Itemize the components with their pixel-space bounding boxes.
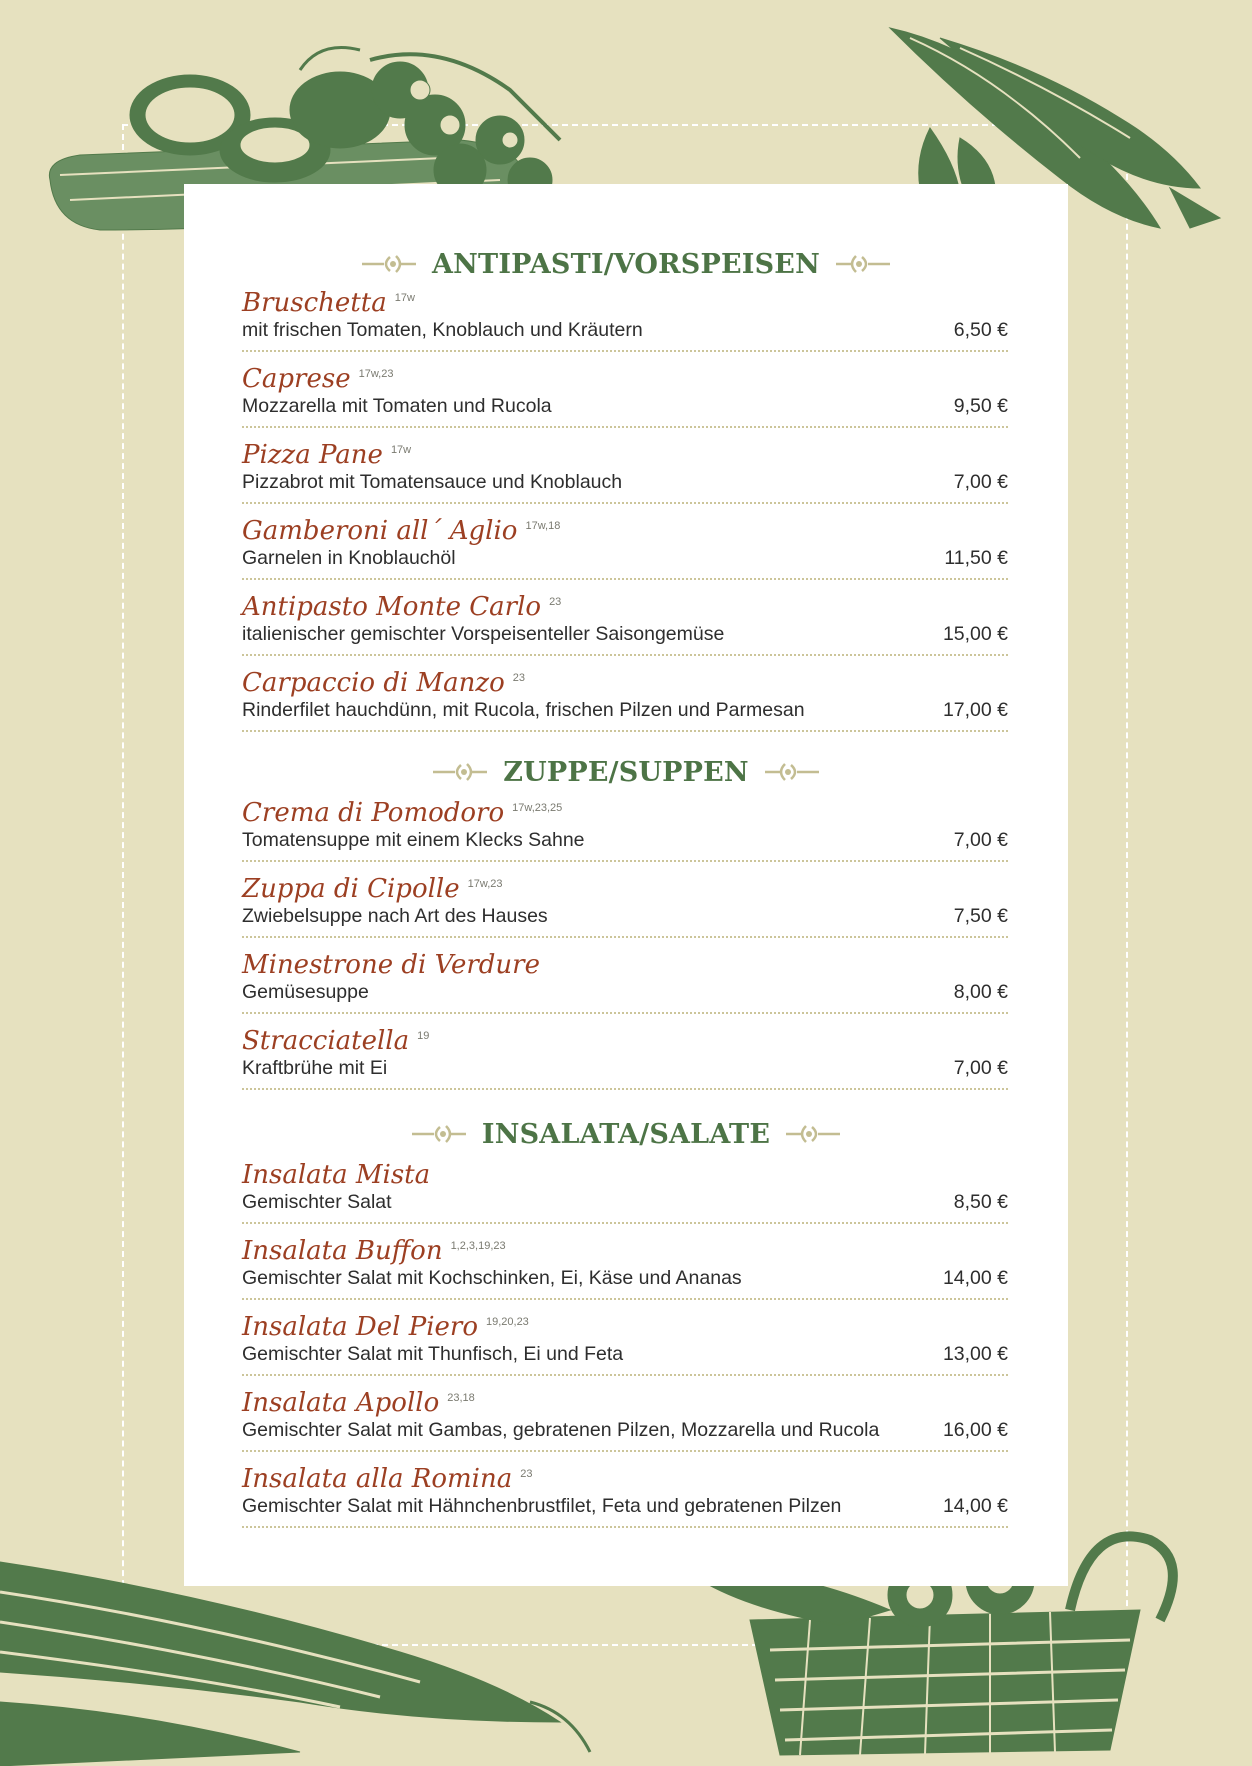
dish-name: Insalata Mista: [242, 1160, 431, 1190]
flourish-right-icon: [834, 253, 892, 275]
dish-price: 15,00 €: [942, 623, 1008, 645]
dish-name: Minestrone di Verdure: [242, 950, 540, 980]
allergen-codes: 19,20,23: [485, 1316, 529, 1328]
dish-name: Insalata alla Romina: [242, 1464, 513, 1494]
menu-item: [242, 862, 1008, 938]
allergen-codes: 23: [549, 596, 562, 608]
dish-name: Insalata Apollo: [242, 1388, 440, 1418]
dish-price: 13,00 €: [942, 1343, 1008, 1365]
section-label: ANTIPASTI/VORSPEISEN: [432, 248, 820, 280]
menu-item: [242, 656, 1008, 732]
dish-description: italienischer gemischter Vorspeisenteller Saisongemüse: [242, 623, 725, 645]
menu-panel: [184, 184, 1068, 1586]
dish-price: 7,00 €: [953, 829, 1008, 851]
dish-name: Gamberoni all´ Aglio: [242, 516, 518, 546]
allergen-codes: 19: [417, 1030, 430, 1042]
allergen-codes: 17w,23: [467, 878, 503, 890]
dish-name: Zuppa di Cipolle: [242, 874, 460, 904]
dish-name: Pizza Pane: [242, 440, 383, 470]
menu-item: [242, 786, 1008, 862]
menu-item: [242, 938, 1008, 1014]
menu-item: [242, 1224, 1008, 1300]
dish-price: 17,00 €: [942, 699, 1008, 721]
dish-description: Zwiebelsuppe nach Art des Hauses: [242, 905, 548, 927]
dish-description: Gemischter Salat mit Kochschinken, Ei, Käse und Ananas: [242, 1267, 742, 1289]
allergen-codes: 1,2,3,19,23: [450, 1240, 506, 1252]
allergen-codes: 17w: [390, 444, 412, 456]
allergen-codes: 17w,23: [358, 368, 394, 380]
dish-name: Antipasto Monte Carlo: [242, 592, 542, 622]
dish-description: Gemischter Salat mit Hähnchenbrustfilet, Feta und gebratenen Pilzen: [242, 1495, 842, 1517]
allergen-codes: 23: [520, 1468, 533, 1480]
dish-price: 16,00 €: [942, 1419, 1008, 1441]
dish-price: 9,50 €: [953, 395, 1008, 417]
dish-price: 14,00 €: [942, 1267, 1008, 1289]
flourish-right-icon: [763, 761, 821, 783]
dish-name: Insalata Del Piero: [242, 1312, 478, 1342]
dish-price: 7,50 €: [953, 905, 1008, 927]
dish-description: Tomatensuppe mit einem Klecks Sahne: [242, 829, 585, 851]
menu-item: [242, 1148, 1008, 1224]
dish-price: 14,00 €: [942, 1495, 1008, 1517]
menu-item: [242, 276, 1008, 352]
dish-description: Kraftbrühe mit Ei: [242, 1057, 388, 1079]
dish-name: Caprese: [242, 364, 351, 394]
dish-name: Carpaccio di Manzo: [242, 668, 505, 698]
dish-description: Mozzarella mit Tomaten und Rucola: [242, 395, 552, 417]
dish-price: 6,50 €: [953, 319, 1008, 341]
menu-item: [242, 1014, 1008, 1090]
dish-description: mit frischen Tomaten, Knoblauch und Kräutern: [242, 319, 643, 341]
menu-item: [242, 580, 1008, 656]
dish-description: Gemischter Salat mit Thunfisch, Ei und Feta: [242, 1343, 624, 1365]
dish-price: 7,00 €: [953, 471, 1008, 493]
flourish-left-icon: [431, 761, 489, 783]
dish-description: Rinderfilet hauchdünn, mit Rucola, frischen Pilzen und Parmesan: [242, 699, 805, 721]
allergen-codes: 17w,23,25: [512, 802, 563, 814]
dish-price: 8,50 €: [953, 1191, 1008, 1213]
dish-description: Garnelen in Knoblauchöl: [242, 547, 456, 569]
menu-item: [242, 504, 1008, 580]
dish-price: 11,50 €: [944, 547, 1008, 569]
flourish-left-icon: [360, 253, 418, 275]
dish-name: Stracciatella: [242, 1026, 410, 1056]
flourish-left-icon: [410, 1123, 468, 1145]
section-label: ZUPPE/SUPPEN: [503, 756, 749, 788]
section-label: INSALATA/SALATE: [481, 1118, 771, 1150]
dish-description: Gemischter Salat mit Gambas, gebratenen Pilzen, Mozzarella und Rucola: [242, 1419, 880, 1441]
dish-name: Bruschetta: [242, 288, 387, 318]
allergen-codes: 17w,18: [525, 520, 561, 532]
menu-item: [242, 428, 1008, 504]
dish-description: Pizzabrot mit Tomatensauce und Knoblauch: [242, 471, 623, 493]
allergen-codes: 23: [512, 672, 526, 684]
dish-price: 8,00 €: [953, 981, 1008, 1003]
dish-name: Insalata Buffon: [242, 1236, 443, 1266]
allergen-codes: 17w: [394, 292, 415, 304]
dish-description: Gemischter Salat: [242, 1191, 392, 1213]
flourish-right-icon: [784, 1123, 842, 1145]
menu-item: [242, 1376, 1008, 1452]
dish-name: Crema di Pomodoro: [242, 798, 505, 828]
menu-item: [242, 1300, 1008, 1376]
menu-item: [242, 352, 1008, 428]
allergen-codes: 23,18: [447, 1392, 475, 1404]
dish-price: 7,00 €: [953, 1057, 1008, 1079]
dish-description: Gemüsesuppe: [242, 981, 369, 1003]
menu-item: [242, 1452, 1008, 1528]
